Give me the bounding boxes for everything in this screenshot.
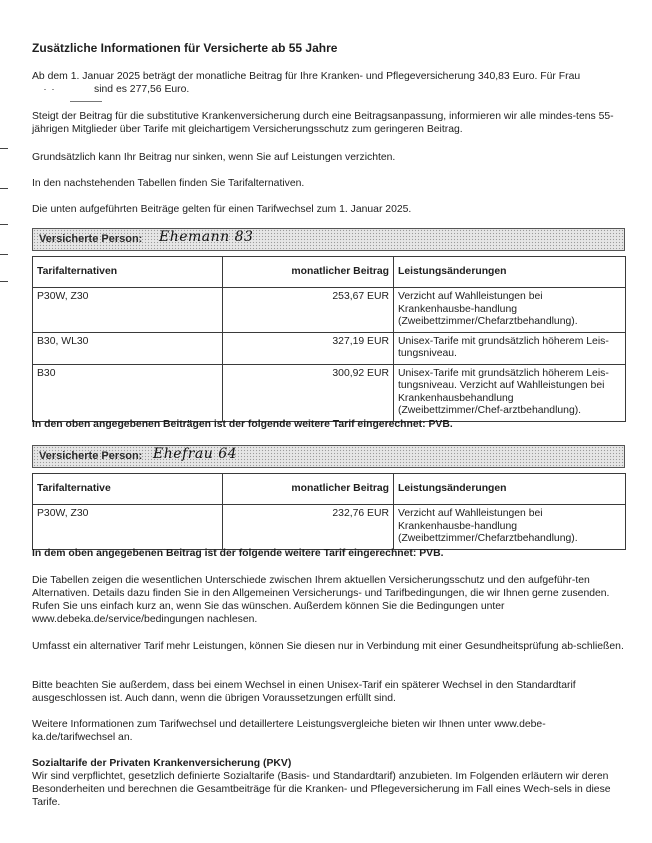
table-header-row (33, 474, 626, 505)
table-row (33, 332, 626, 364)
table-row (33, 288, 626, 333)
header-benefit-changes: Leistungsänderungen (394, 257, 626, 288)
handwritten-person-note: Ehefrau 64 (153, 446, 238, 462)
insured-person-banner (32, 445, 625, 468)
benefit-change-cell: Verzicht auf Wahlleistungen bei Krankenhausbe-handlung (Zweibettzimmer/Chefarztbehandlung). (394, 288, 626, 333)
premium-cell: 327,19 EUR (223, 332, 394, 364)
scan-speck (70, 101, 102, 102)
validity-paragraph: Die unten aufgeführten Beiträge gelten für einen Tarifwechsel zum 1. Januar 2025. (32, 204, 412, 215)
page-title: Zusätzliche Informationen für Versicherte ab 55 Jahre (32, 41, 338, 55)
premium-cell: 232,76 EUR (223, 505, 394, 550)
scan-speck (52, 89, 54, 90)
header-tariff: Tarifalternativen (33, 257, 223, 288)
tariff-cell: P30W, Z30 (33, 288, 223, 333)
benefit-change-cell: Verzicht auf Wahlleistungen bei Krankenhausbe-handlung (Zweibettzimmer/Chefarztbehandlung). (394, 505, 626, 550)
differences-paragraph: Die Tabellen zeigen die wesentlichen Unterschiede zwischen Ihrem aktuellen Versicherungsschutz und den aufgeführ-ten Alternativen. Details dazu finden Sie in den Allgemeinen Versicherungs- und Tarifbedingungen, die wir Ihnen gerne zusenden. Rufen Sie uns einfach kurz an, wenn Sie das wünschen. Außerdem können Sie die Bedingungen unter www.debeka.de/service/bedingungen nachlesen. (32, 575, 610, 625)
insured-person-banner (32, 228, 625, 251)
header-monthly-premium: monatlicher Beitrag (223, 257, 394, 288)
insured-person-label: Versicherte Person: (39, 450, 143, 462)
margin-mark (0, 281, 8, 282)
premium-cell: 300,92 EUR (223, 364, 394, 421)
table-row (33, 364, 626, 421)
insured-person-label: Versicherte Person: (39, 233, 143, 245)
adjustment-paragraph: Steigt der Beitrag für die substitutive Krankenversicherung durch eine Beitragsanpassung, informieren wir alle mindes-tens 55-jährigen Mitglieder über Tarife mit gleichartigem Versicherungsschutz zum geringeren Beitrag. (32, 111, 614, 135)
tariff-cell: P30W, Z30 (33, 505, 223, 550)
reduction-paragraph: Grundsätzlich kann Ihr Beitrag nur sinken, wenn Sie auf Leistungen verzichten. (32, 152, 396, 163)
tariff-cell: B30, WL30 (33, 332, 223, 364)
margin-mark (0, 224, 8, 225)
intro-paragraph (32, 70, 628, 96)
benefit-change-cell: Unisex-Tarife mit grundsätzlich höherem Leis-tungsniveau. Verzicht auf Wahlleistungen bei Krankenhausbehandlung (Zweibettzimmer/Chef-arztbehandlung). (394, 364, 626, 421)
social-tariffs-paragraph: Wir sind verpflichtet, gesetzlich definierte Sozialtarife (Basis- und Standardtarif) anzubieten. Im Folgenden erläutern wir deren Besonderheiten und berechnen die Gesamtbeiträge für die Kranken- und Pflegeversicherung im Fall eines Wech-sels in diese Tarife. (32, 771, 611, 808)
social-tariffs-heading: Sozialtarife der Privaten Krankenversicherung (PKV) (32, 758, 292, 769)
table-1-note: In den oben angegebenen Beiträgen ist der folgende weitere Tarif eingerechnet: PVB. (32, 419, 453, 430)
header-monthly-premium: monatlicher Beitrag (223, 474, 394, 505)
table-2-note: In dem oben angegebenen Beitrag ist der folgende weitere Tarif eingerechnet: PVB. (32, 548, 444, 559)
margin-mark (0, 188, 8, 189)
benefit-change-cell: Unisex-Tarife mit grundsätzlich höherem Leis-tungsniveau. (394, 332, 626, 364)
unisex-paragraph: Bitte beachten Sie außerdem, dass bei einem Wechsel in einen Unisex-Tarif ein späterer Wechsel in den Standardtarif ausgeschlossen ist. Auch dann, wenn die übrigen Voraussetzungen erfüllt sind. (32, 680, 576, 704)
table-row (33, 505, 626, 550)
intro-line-1: Ab dem 1. Januar 2025 beträgt der monatliche Beitrag für Ihre Kranken- und Pflegeversicherung 340,83 Euro. Für Frau (32, 71, 581, 82)
header-benefit-changes: Leistungsänderungen (394, 474, 626, 505)
tariff-cell: B30 (33, 364, 223, 421)
health-check-paragraph: Umfasst ein alternativer Tarif mehr Leistungen, können Sie diesen nur in Verbindung mit einer Gesundheitsprüfung ab-schließen. (32, 641, 624, 652)
tariff-table-1 (32, 256, 626, 422)
intro-line-2: sind es 277,56 Euro. (94, 84, 190, 95)
margin-mark (0, 254, 8, 255)
table-header-row (33, 257, 626, 288)
premium-cell: 253,67 EUR (223, 288, 394, 333)
margin-mark (0, 148, 8, 149)
tariff-table-2 (32, 473, 626, 550)
handwritten-person-note: Ehemann 83 (159, 229, 254, 245)
scan-speck (44, 89, 46, 90)
header-tariff: Tarifalternative (33, 474, 223, 505)
tables-intro-paragraph: In den nachstehenden Tabellen finden Sie Tarifalternativen. (32, 178, 305, 189)
more-info-paragraph: Weitere Informationen zum Tarifwechsel und detaillertere Leistungsvergleiche bieten wir Ihnen unter www.debe-ka.de/tarifwechsel an. (32, 719, 546, 743)
